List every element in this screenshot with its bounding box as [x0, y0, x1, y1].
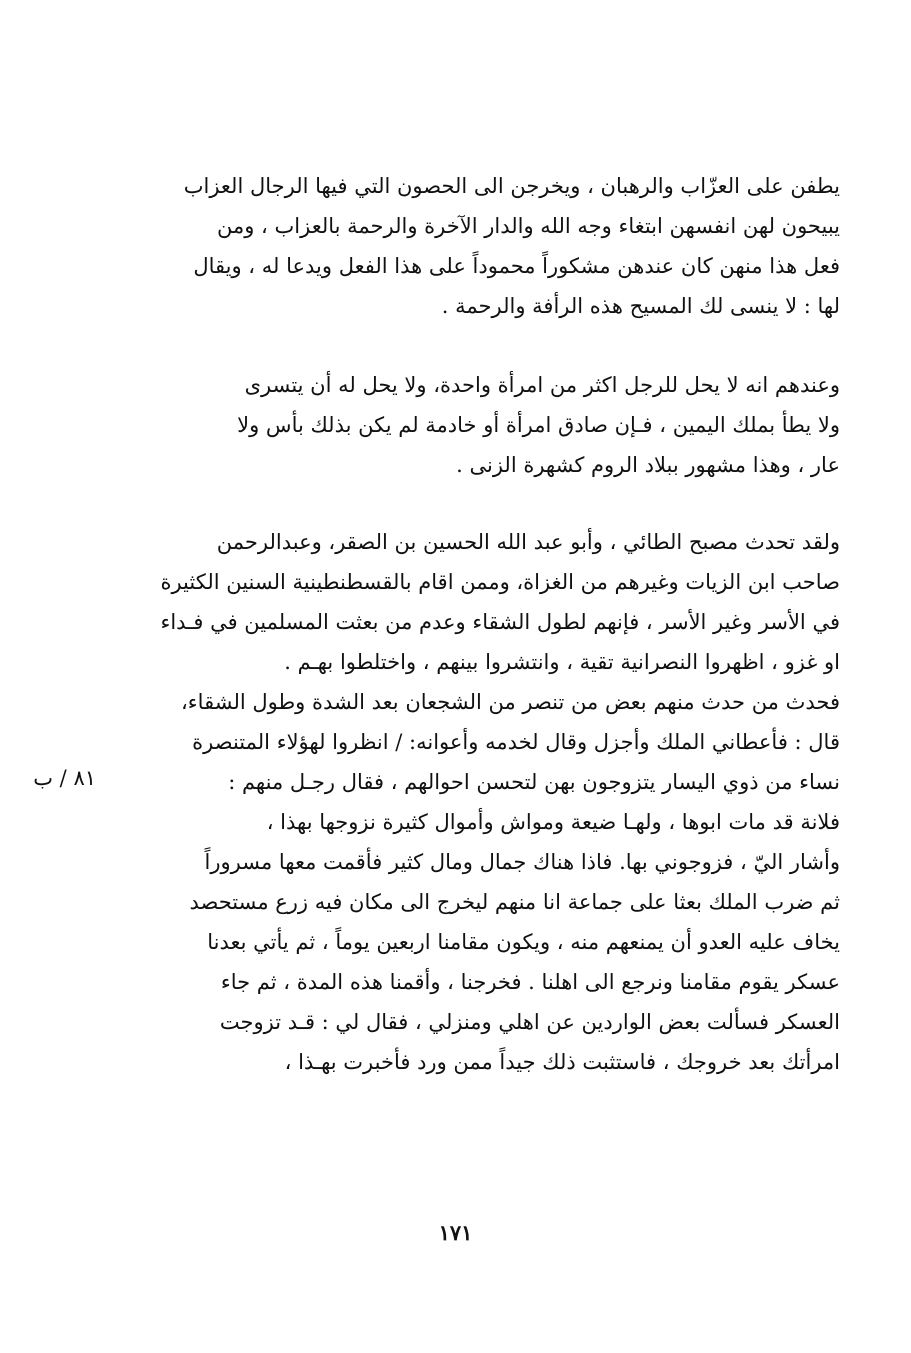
- paragraph-1: [140, 166, 840, 326]
- manuscript-folio-note: ٨١ / ب: [33, 766, 96, 790]
- text-line: وأشار اليّ ، فزوجوني بها. فاذا هناك جمال ومال كثير فأقمت معها مسروراً: [204, 850, 840, 874]
- paragraph-2: [140, 365, 840, 485]
- page-number: ١٧١: [438, 1220, 473, 1245]
- text-line: ولقد تحدث مصبح الطائي ، وأبو عبد الله الحسين بن الصقر، وعبدالرحمن: [216, 530, 840, 554]
- text-line: وعندهم انه لا يحل للرجل اكثر من امرأة واحدة، ولا يحل له أن يتسرى: [244, 373, 840, 397]
- text-line: نساء من ذوي اليسار يتزوجون بهن لتحسن احوالهم ، فقال رجـل منهم :: [228, 770, 840, 794]
- text-line: امرأتك بعد خروجك ، فاستثبت ذلك جيداً ممن ورد فأخبرت بهـذا ،: [284, 1050, 840, 1074]
- text-line: يبيحون لهن انفسهن ابتغاء وجه الله والدار الآخرة والرحمة بالعزاب ، ومن: [217, 214, 840, 238]
- text-line: يطفن على العزّاب والرهبان ، ويخرجن الى الحصون التي فيها الرجال العزاب: [183, 174, 840, 198]
- text-line: قال : فأعطاني الملك وأجزل وقال لخدمه وأعوانه: / انظروا لهؤلاء المتنصرة: [192, 730, 840, 754]
- text-line: ثم ضرب الملك بعثا على جماعة انا منهم ليخرج الى مكان فيه زرع مستحصد: [189, 890, 840, 914]
- text-line: يخاف عليه العدو أن يمنعهم منه ، ويكون مقامنا اربعين يوماً ، ثم يأتي بعدنا: [207, 930, 840, 954]
- text-line: صاحب ابن الزيات وغيرهم من الغزاة، وممن اقام بالقسطنطينية السنين الكثيرة: [160, 570, 840, 594]
- text-line: لها : لا ينسى لك المسيح هذه الرأفة والرحمة .: [441, 294, 840, 318]
- paragraph-3: [140, 522, 840, 1082]
- text-line: فعل هذا منهن كان عندهن مشكوراً محموداً على هذا الفعل ويدعا له ، ويقال: [193, 254, 840, 278]
- text-line: فلانة قد مات ابوها ، ولهـا ضيعة ومواش وأموال كثيرة نزوجها بهذا ،: [266, 810, 840, 834]
- text-line: عار ، وهذا مشهور ببلاد الروم كشهرة الزنى .: [456, 453, 840, 477]
- text-line: عسكر يقوم مقامنا ونرجع الى اهلنا . فخرجنا ، وأقمنا هذه المدة ، ثم جاء: [220, 970, 840, 994]
- text-line: العسكر فسألت بعض الواردين عن اهلي ومنزلي ، فقال لي : قـد تزوجت: [219, 1010, 840, 1034]
- text-line: ولا يطأ بملك اليمين ، فـإن صادق امرأة أو خادمة لم يكن بذلك بأس ولا: [237, 413, 840, 437]
- text-line: في الأسر وغير الأسر ، فإنهم لطول الشقاء وعدم من بعثت المسلمين في فـداء: [160, 610, 840, 634]
- text-line: او غزو ، اظهروا النصرانية تقية ، وانتشروا بينهم ، واختلطوا بهـم .: [284, 650, 840, 674]
- text-line: فحدث من حدث منهم بعض من تنصر من الشجعان بعد الشدة وطول الشقاء،: [181, 690, 840, 714]
